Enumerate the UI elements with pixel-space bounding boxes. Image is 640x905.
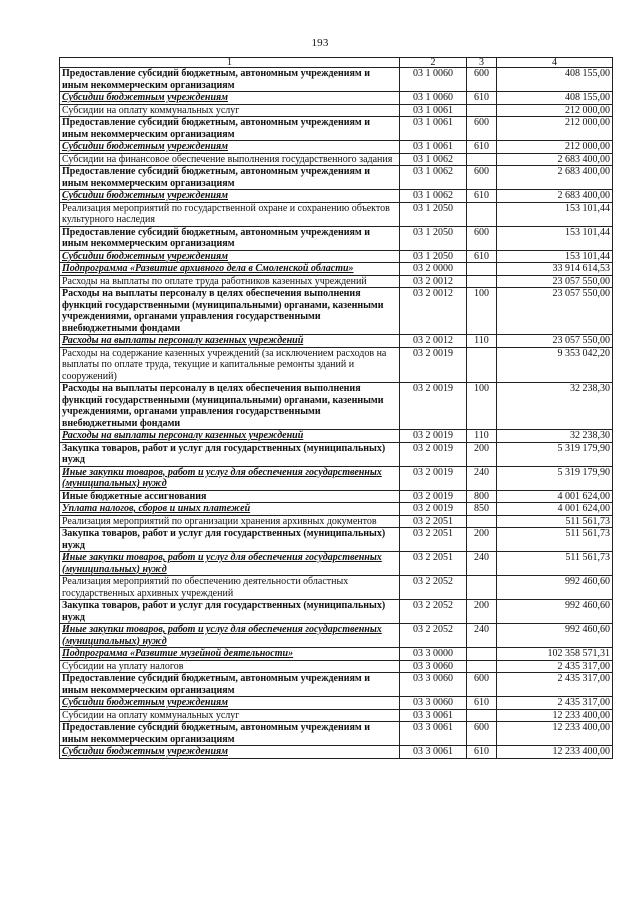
row-type <box>467 515 497 528</box>
table-row <box>60 709 613 722</box>
row-sum: 33 914 614,53 <box>497 263 613 276</box>
table-row <box>60 722 613 746</box>
row-code: 03 2 2051 <box>400 528 467 552</box>
row-type <box>467 660 497 673</box>
table-row <box>60 92 613 105</box>
row-code: 03 2 2052 <box>400 624 467 648</box>
row-sum: 12 233 400,00 <box>497 722 613 746</box>
table-row <box>60 442 613 466</box>
row-name: Предоставление субсидий бюджетным, автономным учреждениям и иным некоммерческим организациям <box>60 117 400 141</box>
row-sum: 4 001 624,00 <box>497 503 613 516</box>
table-row <box>60 263 613 276</box>
row-type: 200 <box>467 442 497 466</box>
table-row <box>60 335 613 348</box>
row-name: Расходы на содержание казенных учреждений (за исключением расходов на выплаты по оплате труда, текущие и капитальные ремонты зданий и сооружений) <box>60 347 400 383</box>
row-code: 03 1 0061 <box>400 117 467 141</box>
row-code: 03 3 0061 <box>400 746 467 759</box>
row-type <box>467 263 497 276</box>
row-sum: 32 238,30 <box>497 383 613 430</box>
table-row <box>60 490 613 503</box>
table-row <box>60 202 613 226</box>
table-row <box>60 624 613 648</box>
row-code: 03 2 2051 <box>400 552 467 576</box>
table-row <box>60 600 613 624</box>
row-code: 03 2 0019 <box>400 383 467 430</box>
row-type: 240 <box>467 552 497 576</box>
row-type: 610 <box>467 190 497 203</box>
row-name: Закупка товаров, работ и услуг для государственных (муниципальных) нужд <box>60 528 400 552</box>
page-number: 193 <box>311 37 329 49</box>
row-name: Иные закупки товаров, работ и услуг для обеспечения государственных (муниципальных) нужд <box>60 624 400 648</box>
row-type: 610 <box>467 697 497 710</box>
row-sum: 408 155,00 <box>497 68 613 92</box>
row-sum: 2 683 400,00 <box>497 190 613 203</box>
row-code: 03 2 0019 <box>400 466 467 490</box>
row-sum: 12 233 400,00 <box>497 746 613 759</box>
row-sum: 4 001 624,00 <box>497 490 613 503</box>
table-row <box>60 430 613 443</box>
row-name: Закупка товаров, работ и услуг для государственных (муниципальных) нужд <box>60 600 400 624</box>
row-code: 03 1 0062 <box>400 190 467 203</box>
row-name: Расходы на выплаты персоналу в целях обеспечения выполнения функций государственными (муниципальными) органами, казенными учреждениями, органами управления государственными внебюджетными фондами <box>60 383 400 430</box>
row-name: Расходы на выплаты персоналу казенных учреждений <box>60 430 400 443</box>
table-row <box>60 190 613 203</box>
row-type <box>467 347 497 383</box>
row-code: 03 3 0061 <box>400 722 467 746</box>
row-type: 600 <box>467 166 497 190</box>
row-sum: 153 101,44 <box>497 226 613 250</box>
row-code: 03 1 0062 <box>400 153 467 166</box>
row-name: Предоставление субсидий бюджетным, автономным учреждениям и иным некоммерческим организациям <box>60 722 400 746</box>
table-body <box>60 68 613 759</box>
row-name: Предоставление субсидий бюджетным, автономным учреждениям и иным некоммерческим организациям <box>60 226 400 250</box>
row-type: 110 <box>467 430 497 443</box>
row-name: Субсидии на финансовое обеспечение выполнения государственного задания <box>60 153 400 166</box>
table-row <box>60 250 613 263</box>
table-row <box>60 153 613 166</box>
table-row <box>60 226 613 250</box>
row-type: 200 <box>467 528 497 552</box>
row-type: 200 <box>467 600 497 624</box>
row-type: 100 <box>467 288 497 335</box>
table-row <box>60 141 613 154</box>
table-row <box>60 104 613 117</box>
table-row <box>60 383 613 430</box>
row-name: Субсидии бюджетным учреждениям <box>60 697 400 710</box>
table-row <box>60 673 613 697</box>
row-type: 610 <box>467 746 497 759</box>
row-sum: 9 353 042,20 <box>497 347 613 383</box>
row-code: 03 1 0062 <box>400 166 467 190</box>
header-type: 3 <box>467 58 497 68</box>
row-type: 100 <box>467 383 497 430</box>
row-sum: 32 238,30 <box>497 430 613 443</box>
row-code: 03 1 2050 <box>400 202 467 226</box>
row-name: Подпрограмма «Развитие архивного дела в Смоленской области» <box>60 263 400 276</box>
row-sum: 408 155,00 <box>497 92 613 105</box>
row-type <box>467 202 497 226</box>
row-code: 03 2 2052 <box>400 600 467 624</box>
row-name: Уплата налогов, сборов и иных платежей <box>60 503 400 516</box>
row-type <box>467 709 497 722</box>
row-code: 03 2 0012 <box>400 275 467 288</box>
row-name: Субсидии бюджетным учреждениям <box>60 190 400 203</box>
row-type: 600 <box>467 673 497 697</box>
row-sum: 102 358 571,31 <box>497 648 613 661</box>
row-sum: 992 460,60 <box>497 600 613 624</box>
table-row <box>60 515 613 528</box>
row-code: 03 2 0019 <box>400 503 467 516</box>
row-sum: 511 561,73 <box>497 515 613 528</box>
budget-table <box>59 57 613 759</box>
row-name: Субсидии бюджетным учреждениям <box>60 92 400 105</box>
row-code: 03 2 0019 <box>400 347 467 383</box>
row-code: 03 3 0060 <box>400 673 467 697</box>
row-type: 240 <box>467 624 497 648</box>
row-sum: 212 000,00 <box>497 117 613 141</box>
row-name: Предоставление субсидий бюджетным, автономным учреждениям и иным некоммерческим организациям <box>60 68 400 92</box>
row-code: 03 3 0000 <box>400 648 467 661</box>
header-name: 1 <box>60 58 400 68</box>
row-code: 03 2 0012 <box>400 288 467 335</box>
row-type <box>467 104 497 117</box>
row-type: 600 <box>467 68 497 92</box>
row-type: 610 <box>467 250 497 263</box>
row-name: Предоставление субсидий бюджетным, автономным учреждениям и иным некоммерческим организациям <box>60 166 400 190</box>
row-sum: 2 435 317,00 <box>497 697 613 710</box>
header-sum: 4 <box>497 58 613 68</box>
row-sum: 12 233 400,00 <box>497 709 613 722</box>
row-name: Закупка товаров, работ и услуг для государственных (муниципальных) нужд <box>60 442 400 466</box>
row-type: 600 <box>467 722 497 746</box>
row-type: 600 <box>467 117 497 141</box>
header-code: 2 <box>400 58 467 68</box>
row-type <box>467 648 497 661</box>
row-code: 03 2 2052 <box>400 576 467 600</box>
row-name: Субсидии бюджетным учреждениям <box>60 141 400 154</box>
row-name: Иные закупки товаров, работ и услуг для обеспечения государственных (муниципальных) нужд <box>60 466 400 490</box>
row-name: Подпрограмма «Развитие музейной деятельности» <box>60 648 400 661</box>
row-sum: 153 101,44 <box>497 250 613 263</box>
row-code: 03 3 0060 <box>400 697 467 710</box>
row-type: 240 <box>467 466 497 490</box>
row-code: 03 1 0061 <box>400 104 467 117</box>
row-sum: 5 319 179,90 <box>497 442 613 466</box>
table-row <box>60 68 613 92</box>
table-row <box>60 697 613 710</box>
row-sum: 2 683 400,00 <box>497 166 613 190</box>
row-sum: 2 435 317,00 <box>497 673 613 697</box>
row-code: 03 2 0019 <box>400 490 467 503</box>
table-row <box>60 660 613 673</box>
row-sum: 212 000,00 <box>497 104 613 117</box>
row-type: 850 <box>467 503 497 516</box>
row-name: Иные закупки товаров, работ и услуг для обеспечения государственных (муниципальных) нужд <box>60 552 400 576</box>
row-name: Субсидии на оплату коммунальных услуг <box>60 104 400 117</box>
row-sum: 153 101,44 <box>497 202 613 226</box>
row-sum: 23 057 550,00 <box>497 335 613 348</box>
row-name: Субсидии бюджетным учреждениям <box>60 746 400 759</box>
table-row <box>60 503 613 516</box>
row-name: Субсидии бюджетным учреждениям <box>60 250 400 263</box>
row-sum: 992 460,60 <box>497 624 613 648</box>
row-sum: 2 683 400,00 <box>497 153 613 166</box>
table-row <box>60 288 613 335</box>
row-code: 03 2 0019 <box>400 430 467 443</box>
row-name: Реализация мероприятий по государственной охране и сохранению объектов культурного наследия <box>60 202 400 226</box>
row-code: 03 2 0019 <box>400 442 467 466</box>
row-code: 03 1 2050 <box>400 226 467 250</box>
table-row <box>60 552 613 576</box>
row-type: 800 <box>467 490 497 503</box>
row-name: Предоставление субсидий бюджетным, автономным учреждениям и иным некоммерческим организациям <box>60 673 400 697</box>
table-row <box>60 576 613 600</box>
row-name: Субсидии на оплату коммунальных услуг <box>60 709 400 722</box>
table-row <box>60 347 613 383</box>
row-name: Реализация мероприятий по организации хранения архивных документов <box>60 515 400 528</box>
row-name: Расходы на выплаты по оплате труда работников казенных учреждений <box>60 275 400 288</box>
row-name: Расходы на выплаты персоналу в целях обеспечения выполнения функций государственными (муниципальными) органами, казенными учреждениями, органами управления государственными внебюджетными фондами <box>60 288 400 335</box>
row-type <box>467 153 497 166</box>
table-row <box>60 746 613 759</box>
row-code: 03 3 0060 <box>400 660 467 673</box>
table-row <box>60 466 613 490</box>
row-type <box>467 576 497 600</box>
table-row <box>60 117 613 141</box>
table-header-row <box>60 58 613 68</box>
row-name: Субсидии на уплату налогов <box>60 660 400 673</box>
row-sum: 2 435 317,00 <box>497 660 613 673</box>
table-row <box>60 648 613 661</box>
row-type: 610 <box>467 92 497 105</box>
row-sum: 23 057 550,00 <box>497 275 613 288</box>
table-row <box>60 166 613 190</box>
row-type: 110 <box>467 335 497 348</box>
row-sum: 992 460,60 <box>497 576 613 600</box>
row-sum: 212 000,00 <box>497 141 613 154</box>
row-code: 03 2 0000 <box>400 263 467 276</box>
row-name: Расходы на выплаты персоналу казенных учреждений <box>60 335 400 348</box>
row-name: Реализация мероприятий по обеспечению деятельности областных государственных архивных учреждений <box>60 576 400 600</box>
row-sum: 5 319 179,90 <box>497 466 613 490</box>
row-code: 03 1 2050 <box>400 250 467 263</box>
row-sum: 23 057 550,00 <box>497 288 613 335</box>
row-type <box>467 275 497 288</box>
row-code: 03 1 0060 <box>400 68 467 92</box>
row-sum: 511 561,73 <box>497 552 613 576</box>
row-type: 610 <box>467 141 497 154</box>
row-name: Иные бюджетные ассигнования <box>60 490 400 503</box>
row-code: 03 3 0061 <box>400 709 467 722</box>
row-code: 03 1 0061 <box>400 141 467 154</box>
row-code: 03 1 0060 <box>400 92 467 105</box>
row-code: 03 2 2051 <box>400 515 467 528</box>
row-type: 600 <box>467 226 497 250</box>
row-sum: 511 561,73 <box>497 528 613 552</box>
row-code: 03 2 0012 <box>400 335 467 348</box>
table-row <box>60 528 613 552</box>
table-row <box>60 275 613 288</box>
